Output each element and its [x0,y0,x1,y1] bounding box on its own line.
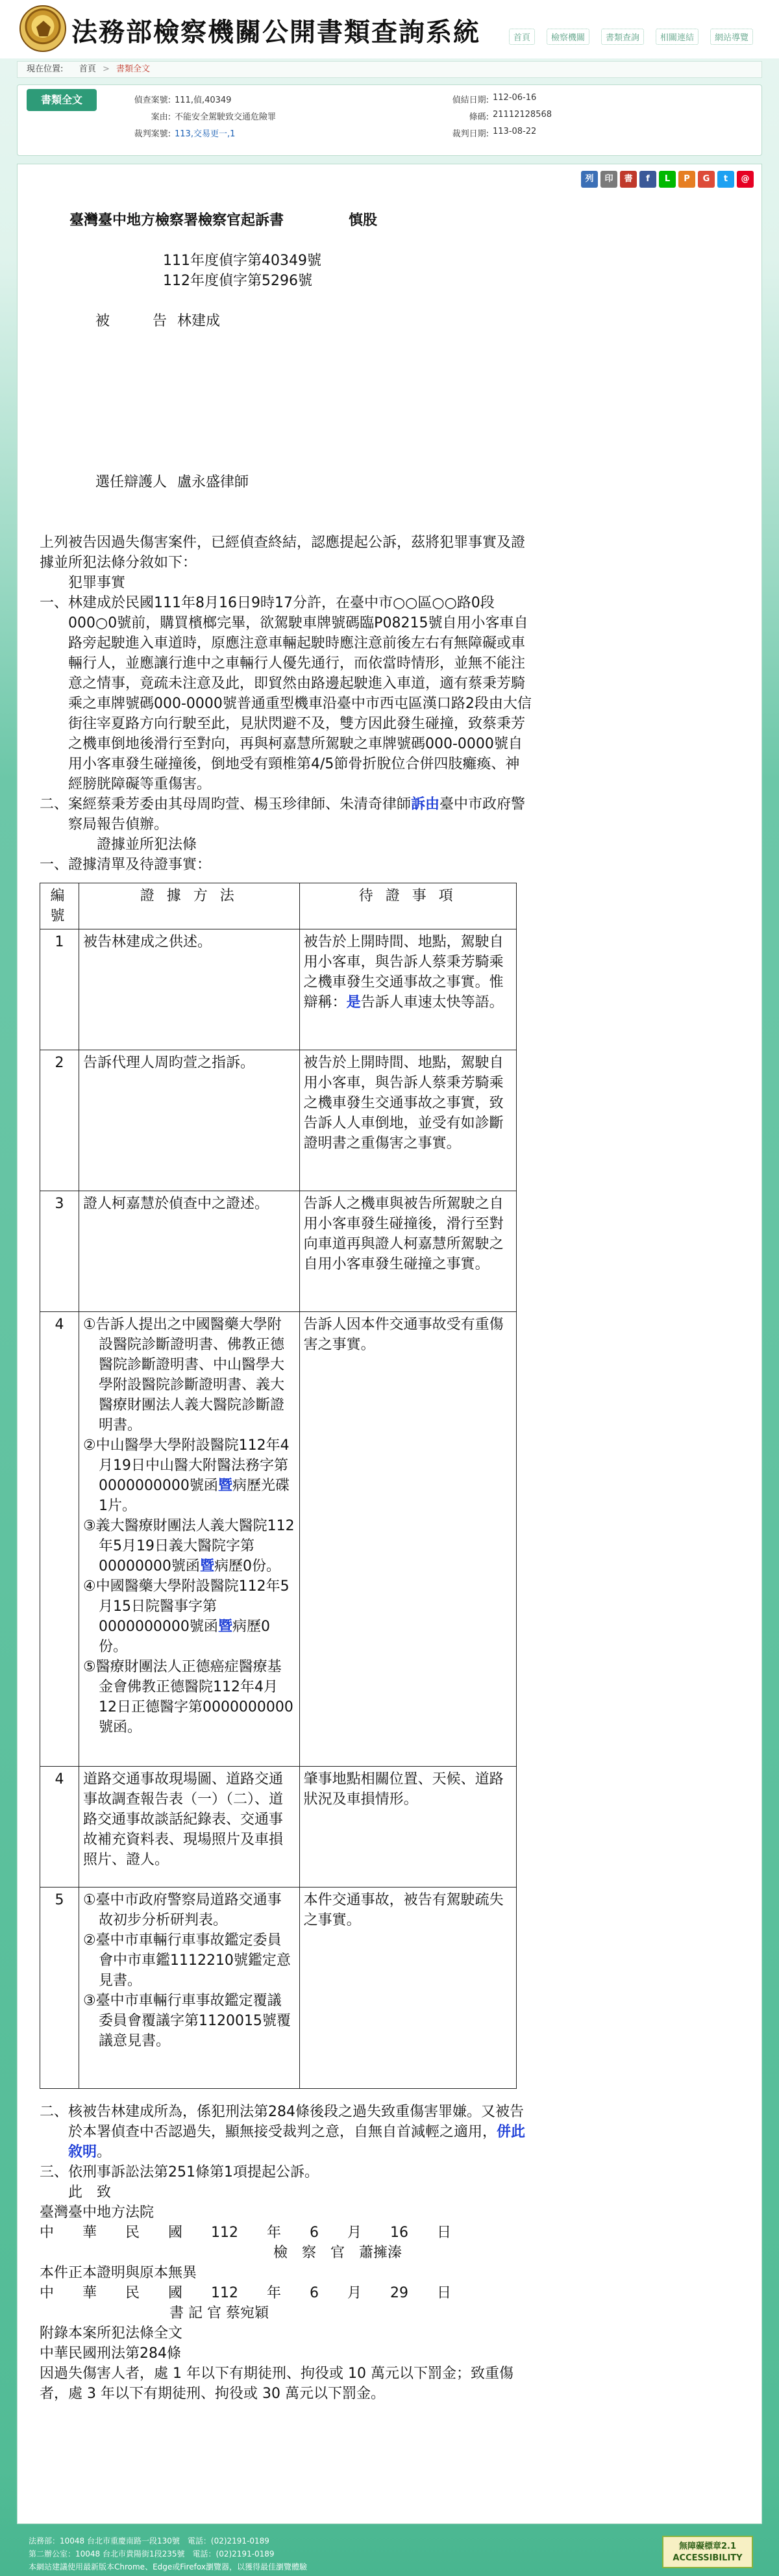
case-number-1: 111年度偵字第40349號 [163,253,321,269]
plurk-icon[interactable]: P [678,171,695,188]
breadcrumb-label: 現在位置: [27,64,64,74]
footer-address-1: 法務部：10048 台北市重慶南路一段130號 電話：(02)2191-0189 [29,2536,269,2545]
law-highlight: 併此敘明 [68,2124,526,2160]
table-row: 2 告訴代理人周昀萱之指訴。 被告於上開時間、地點，駕駛自用小客車，與告訴人蔡秉芳騎乘之機車發生交通事故之事實，致告訴人人車倒地，並受有如診斷證明書之重傷害之事實。 [40,1050,517,1191]
nav-home[interactable]: 首頁 [509,29,535,45]
top-nav [509,29,753,45]
list-item: ②中山醫學大學附設醫院112年4月19日中山醫大附醫法務字第0000000000號函暨病歷光碟1片。 [82,1437,290,1514]
case-info-panel [17,84,762,156]
breadcrumb-home[interactable]: 首頁 [79,64,96,74]
table-header-row [40,883,517,929]
case-info-grid [115,93,751,144]
table-row: 1 被告林建成之供述。 被告於上開時間、地點，駕駛自用小客車，與告訴人蔡秉芳騎乘之機車發生交通事故之事實。惟辯稱：是告訴人車速太快等語。 [40,929,517,1050]
case-number-2: 112年度偵字第5296號 [163,273,312,289]
date-2: 中 華 民 國 112 年 6 月 29 日 [40,2285,451,2301]
nav-agencies[interactable]: 檢察機關 [547,29,589,45]
issue-date: 112-06-16 [493,93,537,103]
share-toolbar [581,171,754,188]
list-item: ②臺中市車輛行車事故鑑定委員會中市車鑑1112210號鑑定意見書。 [82,1932,291,1989]
table-row: 4 ①告訴人提出之中國醫藥大學附設醫院診斷證明書、佛教正德醫院診斷證明書、中山醫學大學附設醫院診斷證明書、義大醫療財團法人義大醫院診斷證明書。 ②中山醫學大學附設醫院112年4月19日中山醫大附醫法務字第0000000000號函暨病歷光碟1片。 ③義大醫療財團法人義大醫院112年5月19日義大醫院字第00000000號函暨病歷0份。 ④中國醫藥大學附設醫院112年5月15日院醫事字第0000000000號函暨病歷0份。 ⑤醫療財團法人正德癌症醫療基金會佛教正德醫院112年4月12日正德醫字第0000000000號函。 告訴人因本件交通事故受有重傷害之事實。 [40,1312,517,1767]
list-item: ⑤醫療財團法人正德癌症醫療基金會佛教正德醫院112年4月12日正德醫字第0000000000號函。 [82,1659,293,1736]
google-icon[interactable]: G [698,171,715,188]
list-item: ③義大醫療財團法人義大醫院112年5月19日義大醫院字第00000000號函暨病歷0份。 [82,1518,295,1574]
defendant-label: 被 告 [95,313,167,329]
site-footer [0,2527,779,2576]
nav-sitemap[interactable]: 網站導覽 [710,29,753,45]
footer-address-2: 第二辦公室：10048 台北市貴陽街1段235號 電話：(02)2191-0189 [29,2549,275,2558]
document-body [40,190,533,2404]
case-no-label: 偵查案號: [134,95,171,105]
trial-date-label: 裁判日期: [452,129,489,139]
salutation: 此 致 [68,2184,112,2201]
accessibility-badge[interactable]: 無障礙標章2.1 ACCESSIBILITY [662,2536,753,2568]
email-icon[interactable]: @ [737,171,754,188]
copy-note: 本件正本證明與原本無異 [40,2265,197,2281]
footer-browser-note: 本網站建議使用最新版本Chrome、Edge或Firefox瀏覽器，以獲得最佳瀏覽體驗 [29,2562,307,2571]
nav-search[interactable]: 書類查詢 [601,29,644,45]
court-name: 臺灣臺中地方法院 [40,2204,155,2221]
table-row: 5 ①臺中市政府警察局道路交通事故初步分析研判表。 ②臺中市車輛行車事故鑑定委員會中市車鑑1112210號鑑定意見書。 ③臺中市車輛行車事故鑑定覆議委員會覆議字第1120015號覆議意見書。 本件交通事故，被告有駕駛疏失之事實。 [40,1888,517,2089]
nav-links[interactable]: 相關連結 [656,29,699,45]
fact-2-highlight: 訴由 [411,796,440,813]
th-evidence: 證 據 方 法 [79,883,299,929]
law-section-3: 三、依刑事訴訟法第251條第1項提起公訴。 [40,2164,319,2180]
issue-date-label: 偵結日期: [452,95,489,105]
defendant-name: 林建成 [177,313,220,329]
prosecutor: 檢 察 官 蕭擁溱 [273,2245,402,2261]
th-number: 編號 [40,883,79,929]
evidence-heading: 證據並所犯法條 [97,837,197,853]
th-fact: 待 證 事 項 [299,883,516,929]
fact-1: 一、林建成於民國111年8月16日9時17分許，在臺中市○○區○○路0段000○0號前，購買檳榔完畢，欲駕駛車牌號碼臨P08215號自用小客車自路旁起駛進入車道時，原應注意車輛起駛時應注意前後左右有無障礙或車輛行人，並應讓行進中之車輛行人優先通行，而依當時情形，並無不能注意之情事，竟疏未注意及此，即貿然由路邊起駛進入車道，適有蔡秉芳騎乘之車牌號碼000-0000號普通重型機車沿臺中市西屯區漢口路2段由大信街往宰夏路方向行駛至此，見狀閃避不及，雙方因此發生碰撞，致蔡秉芳之機車倒地後滑行至對向，再與柯嘉慧所駕駛之車牌號碼000-0000號自用小客車發生碰撞後，倒地受有頸椎第4/5節骨折脫位合併四肢癱瘓、神經膀胱障礙等重傷害。 [40,595,532,792]
clerk: 書 記 官 蔡宛穎 [169,2305,269,2321]
ministry-emblem-icon[interactable] [19,5,66,52]
list-item: ①臺中市政府警察局道路交通事故初步分析研判表。 [82,1892,282,1928]
list-item: ③臺中市車輛行車事故鑑定覆議委員會覆議字第1120015號覆議意見書。 [82,1993,291,2049]
doc-title: 臺灣臺中地方檢察署檢察官起訴書 [69,212,284,229]
list-item: ①告訴人提出之中國醫藥大學附設醫院診斷證明書、佛教正德醫院診斷證明書、中山醫學大學附設醫院診斷證明書、義大醫療財團法人義大醫院診斷證明書。 [82,1317,284,1433]
evidence-table [40,883,517,2089]
date-1: 中 華 民 國 112 年 6 月 16 日 [40,2225,451,2241]
trial-no-link[interactable]: 113,交易更一,1 [175,129,236,139]
breadcrumb: 現在位置: 首頁 > 書類全文 [17,61,762,78]
table-row: 3 證人柯嘉慧於偵查中之證述。 告訴人之機車與被告所駕駛之自用小客車發生碰撞後，滑行至對向車道再與證人柯嘉慧所駕駛之自用小客車發生碰撞之事實。 [40,1191,517,1312]
counsel-name: 盧永盛律師 [177,474,249,490]
trial-date: 113-08-22 [493,127,537,136]
document-panel [17,164,762,2524]
doc-seal: 慎股 [348,212,377,229]
site-header [0,0,779,58]
bookmark-icon[interactable]: 書 [620,171,637,188]
facebook-icon[interactable]: f [639,171,656,188]
law-section-2: 二、核被告林建成所為，係犯刑法第284條後段之過失致重傷害罪嫌。又被告於本署偵查中否認過失，顯無接受裁判之意，自無自首減輕之適用，併此敘明。 [40,2104,526,2160]
indictment-intro: 上列被告因過失傷害案件，已經偵查終結，認應提起公訴，茲將犯罪事實及證據並所犯法條分敘如下： [40,535,526,571]
line-icon[interactable]: L [659,171,676,188]
counsel-label: 選任辯護人 [95,474,167,490]
trial-no-label: 裁判案號: [134,129,171,139]
cause-label: 案由: [151,112,171,122]
law-text: 因過失傷害人者，處 1 年以下有期徒刑、拘役或 10 萬元以下罰金；致重傷者，處 3 年以下有期徒刑、拘役或 30 萬元以下罰金。 [40,2366,513,2402]
list-item: ④中國醫藥大學附設醫院112年5月15日院醫事字第0000000000號函暨病歷0份。 [82,1578,290,1655]
appendix-title: 附錄本案所犯法條全文 [40,2325,183,2342]
doc-no: 21112128568 [493,110,552,120]
fulltext-badge: 書類全文 [27,89,97,111]
site-title[interactable]: 法務部檢察機關公開書類查詢系統 [71,17,480,47]
case-no: 111,偵,40349 [175,95,232,105]
evidence-intro: 一、證據清單及待證事實： [40,857,212,873]
fact-highlight: 是 [346,994,361,1011]
facts-heading: 犯罪事實 [68,575,126,591]
cause: 不能安全駕駛致交通危險罪 [175,112,277,122]
law-name: 中華民國刑法第284條 [40,2345,181,2362]
print-icon[interactable]: 印 [600,171,617,188]
twitter-icon[interactable]: t [717,171,734,188]
fact-2: 二、案經蔡秉芳委由其母周昀萱、楊玉珍律師、朱清奇律師訴由臺中市政府警察局報告偵辦。 [40,796,526,833]
table-row: 4 道路交通事故現場圖、道路交通事故調查報告表（一）（二）、道路交通事故談話紀錄表、交通事故補充資料表、現場照片及車損照片、證人。 肇事地點相關位置、天候、道路狀況及車損情形。 [40,1767,517,1888]
list-icon[interactable]: 列 [581,171,598,188]
doc-no-label: 條碼: [469,112,489,122]
breadcrumb-current: 書類全文 [116,64,151,74]
